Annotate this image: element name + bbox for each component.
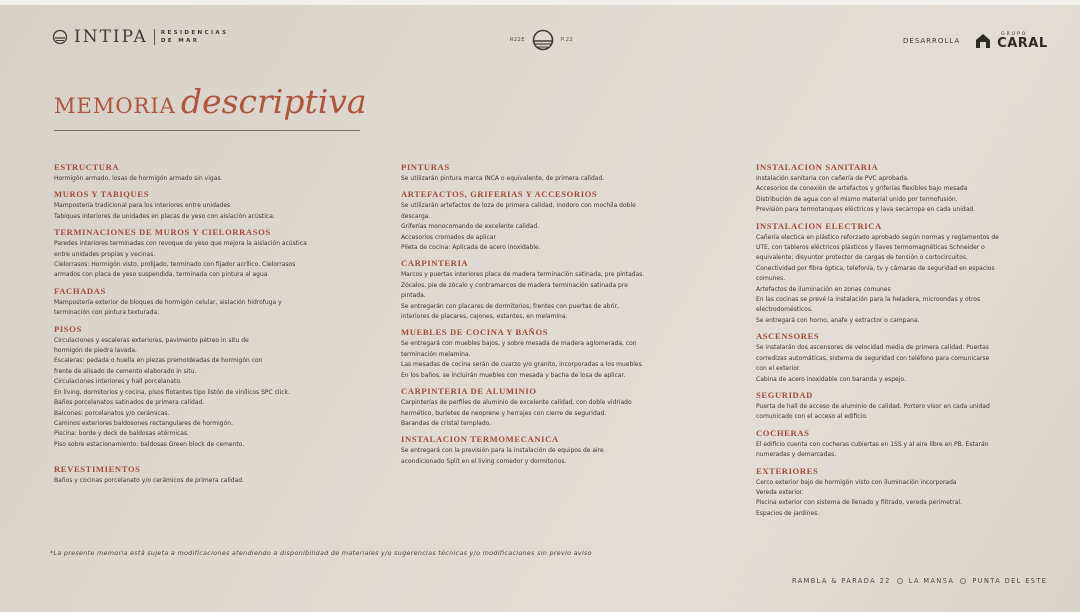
spec-column-2 bbox=[401, 162, 701, 472]
section-text-line: Marcos y puertas interiores placa de madera terminación satinada, pre pintadas. bbox=[401, 271, 645, 279]
spec-section bbox=[54, 162, 354, 184]
brand-subtitle bbox=[161, 29, 229, 45]
section-heading: INSTALACION SANITARIA bbox=[756, 162, 879, 172]
section-text-line: frente de alisado de cemento elaborado in situ. bbox=[54, 367, 197, 375]
section-text-line: Se entregarán con placares de dormitorios, frentes con puertas de abrir, bbox=[401, 302, 619, 310]
spec-column-1 bbox=[54, 162, 354, 492]
section-text-line: Previsión para termotanques eléctricos y lava secarropa en cada unidad. bbox=[756, 206, 976, 214]
location-separator-icon bbox=[960, 578, 966, 584]
section-heading: MUROS Y TABIQUES bbox=[54, 189, 150, 200]
spec-section bbox=[401, 386, 701, 429]
section-heading: SEGURIDAD bbox=[756, 389, 813, 400]
brand-subtitle-line-1: RESIDENCIAS bbox=[160, 30, 229, 36]
section-text-line: En los baños, se incluirán muebles con mesada y bacha de losa de aplicar. bbox=[401, 371, 626, 379]
spec-column-3 bbox=[756, 162, 1046, 524]
section-text-line: Distribución de agua con el mismo material unido por termofusión. bbox=[756, 195, 958, 203]
section-text-line: Piscina: borde y deck de baldosas atérmicas. bbox=[54, 430, 190, 438]
caral-mark-icon bbox=[972, 32, 994, 50]
spec-section bbox=[401, 434, 701, 467]
section-text-line: Conectividad por fibra óptica, telefonía, tv y cámaras de seguridad en espacios bbox=[756, 264, 995, 272]
section-text-line: numeradas y demarcadas. bbox=[756, 451, 837, 459]
section-text-line: Circulaciones y escaleras exteriores, pavimento pétreo in situ de bbox=[54, 336, 249, 344]
spec-section bbox=[756, 331, 1046, 385]
section-text-line: Baños porcelanatos satinados de primera calidad. bbox=[54, 399, 205, 407]
brand-subtitle-line-2: DE MAR bbox=[160, 38, 200, 44]
section-text-line: Accesorios cromados de aplicar bbox=[401, 233, 496, 241]
location-part-1: RAMBLA & PARADA 22 bbox=[792, 577, 891, 585]
section-text-line: Barandas de cristal templado. bbox=[401, 419, 492, 427]
section-heading: CARPINTERIA bbox=[401, 258, 469, 269]
section-text-line: Se entregará con muebles bajos, y sobre mesada de madera aglomerada, con bbox=[401, 340, 637, 348]
spec-section bbox=[756, 162, 1046, 216]
section-text-line: equivalente; disyuntor protector de cargas de tensión o cortocircuitos. bbox=[756, 254, 968, 262]
spec-section bbox=[401, 258, 701, 322]
section-text-line: Se utilizarán pintura marca INCA o equivalente, de primera calidad. bbox=[401, 175, 605, 182]
section-heading: COCHERAS bbox=[756, 427, 810, 438]
section-text-line: En living, dormitorios y cocina, pisos flotantes tipo listón de vinílicos SPC click. bbox=[54, 388, 290, 396]
brand-divider bbox=[154, 29, 155, 45]
section-text-line: Se entregará con la previsión para la instalación de equipos de aire bbox=[401, 447, 604, 455]
section-text-line: electrodomésticos. bbox=[756, 306, 813, 314]
center-emblem-right-text: P.22 bbox=[561, 37, 574, 43]
section-text-line: Paredes interiores terminadas con revoque de yeso que mejora la aislación acústica bbox=[54, 240, 307, 248]
section-heading: ESTRUCTURA bbox=[54, 162, 120, 172]
section-text-line: Hormigón armado, losas de hormigón armado sin vigas. bbox=[54, 175, 223, 182]
page-title bbox=[54, 82, 367, 121]
section-text-line: Se entregará con horno, anafe y extractor o campana. bbox=[756, 316, 920, 324]
section-text-line: Mampostería exterior de bloques de hormigón celular, aislación hidrofuga y bbox=[54, 298, 282, 306]
section-heading: PISOS bbox=[54, 323, 82, 334]
section-heading: REVESTIMIENTOS bbox=[54, 464, 141, 475]
section-text-line: Espacios de jardines. bbox=[756, 509, 820, 517]
section-text-line: terminación con pintura texturada. bbox=[54, 309, 160, 317]
spec-section bbox=[756, 428, 1046, 461]
section-text-line: hermético, burletes de neoprene y herrajes con cierre de seguridad. bbox=[401, 409, 607, 417]
section-text-line: con el exterior. bbox=[756, 365, 801, 373]
section-text-line: Circulaciones interiores y hall porcelanato. bbox=[54, 378, 182, 386]
section-heading: INSTALACION TERMOMECANICA bbox=[401, 434, 559, 445]
section-text-line: hormigón de piedra lavada. bbox=[54, 347, 137, 355]
section-text-line: pintada. bbox=[401, 292, 426, 300]
section-text-line: Puerta de hall de acceso de aluminio de calidad. Portero visor en cada unidad bbox=[756, 402, 990, 410]
center-emblem bbox=[510, 29, 573, 51]
section-heading: CARPINTERIA DE ALUMINIO bbox=[401, 386, 537, 397]
section-heading: EXTERIORES bbox=[756, 465, 819, 476]
section-text-line: Cabina de acero inoxidable con baranda y espejo. bbox=[756, 375, 906, 383]
spec-section bbox=[401, 189, 701, 253]
section-text-line: Cañería electica en plástico reforzado aprobado según normas y reglamentos de bbox=[756, 233, 999, 241]
section-text-line: Baños y cocinas porcelanato y/o cerámicos de primera calidad. bbox=[54, 477, 245, 485]
section-text-line: Se utilizarán artefactos de loza de primera calidad, inodoro con mochila doble bbox=[401, 202, 636, 210]
spec-section bbox=[54, 189, 354, 222]
section-text-line: El edificio cuenta con cocheras cubiertas en 1SS y al aire libre en PB. Estarán bbox=[756, 440, 989, 448]
spec-section bbox=[54, 324, 354, 450]
section-text-line: Piso sobre estacionamiento: baldosas Green block de cemento. bbox=[54, 440, 245, 448]
intipa-mark-icon bbox=[52, 29, 68, 45]
section-text-line: Zócalos, pie de zócalo y contramarcos de madera terminación satinada pre bbox=[401, 281, 628, 289]
center-emblem-left-text: R22E bbox=[510, 37, 525, 43]
section-text-line: Piscina exterior con sistema de llenado y filtrado, vereda perimetral. bbox=[756, 499, 962, 507]
sun-wave-emblem-icon bbox=[531, 29, 555, 51]
location-separator-icon bbox=[897, 578, 903, 584]
spec-section bbox=[756, 390, 1046, 423]
caral-big-text: CARAL bbox=[997, 36, 1048, 51]
section-text-line: Vereda exterior. bbox=[756, 488, 804, 496]
section-text-line: Carpinterías de perfiles de aluminio de excelente calidad, con doble vidriado bbox=[401, 399, 632, 407]
spec-section bbox=[54, 286, 354, 319]
section-text-line: Artefactos de iluminación en zonas comunes bbox=[756, 285, 891, 293]
section-text-line: Caminos exteriores baldosones rectangulares de hormigón. bbox=[54, 419, 234, 427]
section-text-line: terminación melamina. bbox=[401, 350, 471, 358]
section-text-line: Griferías monocomando de excelente calidad. bbox=[401, 223, 540, 231]
caral-wordmark bbox=[997, 32, 1047, 50]
location-line bbox=[792, 577, 1047, 585]
section-heading: INSTALACION ELECTRICA bbox=[756, 220, 882, 231]
section-text-line: Pileta de cocina: Aplicada de acero inoxidable. bbox=[401, 244, 541, 252]
spec-section bbox=[756, 466, 1046, 520]
developer-label: DESARROLLA bbox=[903, 37, 961, 45]
spec-section bbox=[54, 227, 354, 281]
section-heading: TERMINACIONES DE MUROS Y CIELORRASOS bbox=[54, 227, 271, 238]
caral-small-text: GRUPO bbox=[1001, 32, 1028, 37]
section-heading: ASCENSORES bbox=[756, 331, 820, 342]
section-text-line: Cerco exterior bajo de hormigón visto con iluminación incorporada bbox=[756, 478, 957, 486]
section-text-line: Las mesadas de cocina serán de cuarzo y/o granito, incorporadas a los muebles bbox=[401, 361, 642, 369]
section-heading: MUEBLES DE COCINA Y BAÑOS bbox=[401, 327, 549, 338]
section-text-line: entre unidades propias y vecinas. bbox=[54, 250, 156, 258]
section-heading: ARTEFACTOS, GRIFERIAS Y ACCESORIOS bbox=[401, 189, 598, 200]
brand-name: INTIPA bbox=[74, 27, 148, 47]
section-text-line: Instalación sanitaria con cañería de PVC aprobada. bbox=[756, 175, 909, 182]
section-text-line: corredizas automáticas, sistema de seguridad con teléfono para comunicarse bbox=[756, 354, 990, 362]
section-text-line: Accesorios de conexión de artefactos y griferías flexibles bajo mesada bbox=[756, 185, 968, 193]
location-part-2: LA MANSA bbox=[908, 577, 955, 585]
title-upper: MEMORIA bbox=[54, 94, 176, 118]
section-text-line: descarga. bbox=[401, 212, 431, 220]
section-text-line: comunes. bbox=[756, 275, 786, 283]
section-text-line: Cielorrasos: Hormigón visto, prolijado, terminado con fijador acrílico. Cielorrasos bbox=[54, 261, 296, 269]
section-text-line: Se instalarán dos ascensores de velocidad media de primera calidad. Puertas bbox=[756, 344, 989, 352]
section-text-line: comunicado con el acceso al edificio. bbox=[756, 413, 868, 421]
section-text-line: UTE, con tableros eléctricos plásticos y llaves termomagnéticas Schneider o bbox=[756, 244, 985, 252]
spec-section bbox=[401, 162, 701, 184]
location-part-3: PUNTA DEL ESTE bbox=[972, 577, 1048, 585]
spec-section bbox=[401, 327, 701, 381]
developer-block bbox=[903, 32, 1048, 50]
title-script: descriptiva bbox=[180, 82, 367, 121]
section-text-line: Balcones: porcelanatos y/o cerámicas. bbox=[54, 409, 170, 417]
section-text-line: Tabiques interiores de unidades en placas de yeso con aislación acústica. bbox=[54, 212, 275, 220]
title-underline bbox=[54, 130, 360, 131]
section-text-line: Escaleras: pedada o huella en piezas premoldeadas de hormigón con bbox=[54, 357, 263, 365]
section-text-line: En las cocinas se prevé la instalación para la heladera, microondas y otros bbox=[756, 296, 981, 304]
section-heading: PINTURAS bbox=[401, 162, 450, 172]
section-text-line: interiores de placares, cajones, estantes, en melamina. bbox=[401, 313, 568, 321]
section-text-line: acondicionado Split en el living comedor y dormitorios. bbox=[401, 457, 567, 465]
section-heading: FACHADAS bbox=[54, 285, 106, 296]
spec-section bbox=[756, 221, 1046, 327]
section-text-line: Mampostería tradicional para los interiores entre unidades bbox=[54, 202, 231, 210]
section-text-line: armados con placa de yeso suspendida, terminada con pintura al agua. bbox=[54, 271, 270, 279]
disclaimer-footnote: *La presente memoria está sujeta a modificaciones atendiendo a disponibilidad de materiales y/o sugerencias técnicas y/o modificaciones sin previo aviso bbox=[50, 549, 592, 557]
spec-section bbox=[54, 464, 354, 486]
intipa-logo bbox=[52, 27, 228, 47]
